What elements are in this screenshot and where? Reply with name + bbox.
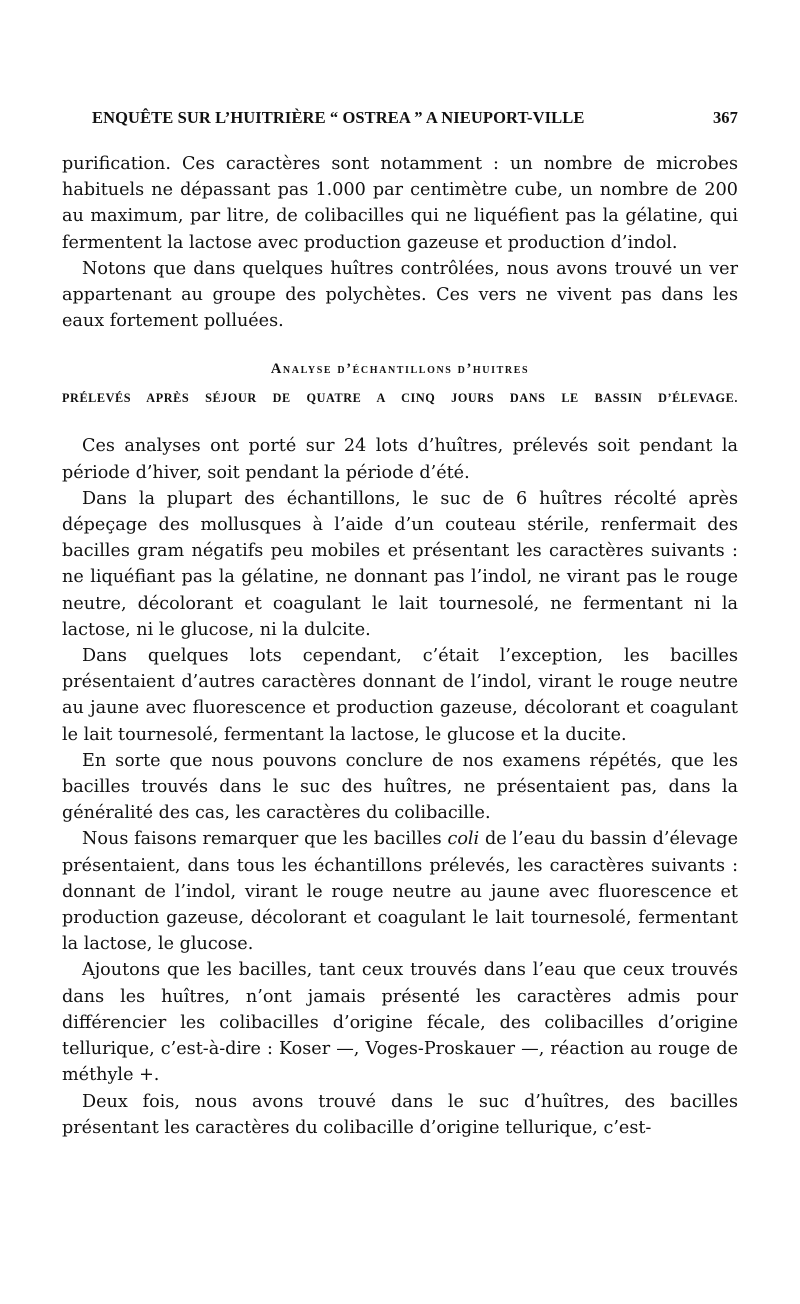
running-title: ENQUÊTE SUR L’HUITRIÈRE “ OSTREA ” A NIEUPORT-VILLE (92, 108, 585, 127)
coli-italic: coli (447, 829, 480, 850)
coli-text-before: Nous faisons remarquer que les bacilles (82, 829, 448, 850)
paragraph-coli (62, 826, 738, 957)
paragraph-conclusion: En sorte que nous pouvons conclure de nos examens répétés, que les bacilles trouvés dans le suc des huîtres, ne présentaient pas, dans la généralité des cas, les caractères du colibacille. (62, 750, 738, 824)
running-header (92, 108, 738, 128)
paragraph-exception: Dans quelques lots cependant, c’était l’exception, les bacilles présentaient d’autres caractères donnant de l’indol, virant le rouge neutre au jaune avec fluorescence et production gazeuse, décolorant et coagulant le lait tournesolé, fermentant la lactose, le glucose et la ducite. (62, 646, 738, 745)
paragraph-purification: purification. Ces caractères sont notamment : un nombre de microbes habituels ne dépassant pas 1.000 par centimètre cube, un nombre de 200 au maximum, par litre, de colibacilles qui ne liquéfient pas la gélatine, qui fermentent la lactose avec production gazeuse et production d’indol. (62, 154, 738, 253)
paragraph-deux-fois: Deux fois, nous avons trouvé dans le suc d’huîtres, des bacilles présentant les caractères du colibacille d’origine tellurique, c’est- (62, 1091, 738, 1138)
paragraph-ajoutons: Ajoutons que les bacilles, tant ceux trouvés dans l’eau que ceux trouvés dans les huîtres, n’ont jamais présenté les caractères admis pour différencier les colibacilles d’origine fécale, des colibacilles d’origine tellurique, c’est-à-dire : Koser —, Voges-Proskauer —, réaction au rouge de méthyle +. (62, 960, 738, 1086)
section-heading: Analyse d’échantillons d’huitres (270, 361, 530, 378)
paragraph-echantillons: Dans la plupart des échantillons, le suc de 6 huîtres récolté après dépeçage des mollusques à l’aide d’un couteau stérile, renfermait des bacilles gram négatifs peu mobiles et présentant les caractères suivants : ne liquéfiant pas la gélatine, ne donnant pas l’indol, ne virant pas le rouge neutre, décolorant et coagulant le lait tournesolé, ne fermentant ni la lactose, ni le glucose, ni la dulcite. (62, 488, 738, 640)
paragraph-analyses: Ces analyses ont porté sur 24 lots d’huîtres, prélevés soit pendant la période d’hiver, soit pendant la période d’été. (62, 436, 738, 483)
section-subheading: PRÉLEVÉS APRÈS SÉJOUR DE QUATRE A CINQ JOURS DANS LE BASSIN D’ÉLEVAGE. (62, 391, 738, 406)
coli-text-after: de l’eau du bassin d’élevage présentaient, dans tous les échantillons prélevés, les caractères suivants : donnant de l’indol, virant le rouge neutre au jaune avec fluorescence et production gazeuse, décolorant et coagulant le lait tournesolé, fermentant la lactose, le glucose. (62, 829, 738, 955)
document-page (62, 108, 738, 1141)
page-number: 367 (712, 108, 738, 127)
paragraph-polychetes: Notons que dans quelques huîtres contrôlées, nous avons trouvé un ver appartenant au groupe des polychètes. Ces vers ne vivent pas dans les eaux fortement polluées. (62, 258, 738, 332)
